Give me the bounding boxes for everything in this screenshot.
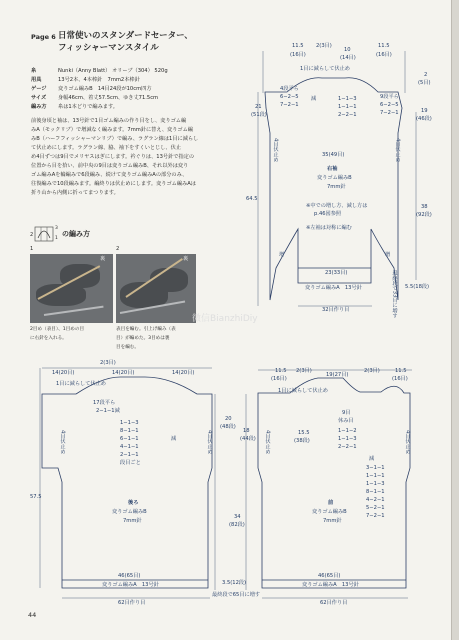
dec-list: 6−1−1 <box>120 436 139 442</box>
cast-on-label: 62目作り目 <box>320 600 348 606</box>
dim-label: 19 <box>421 108 428 114</box>
instruction-line: 往復編みで10段編みます。編終りは伏止めにします。変りゴム編みAは <box>31 181 196 187</box>
piece-pattern: 変りゴム編みB <box>317 175 352 181</box>
step-number: 1 <box>30 246 34 252</box>
dim-label: 57.5 <box>30 494 42 500</box>
dim-label: (14目) <box>340 55 356 61</box>
dim-label: (16目) <box>376 52 392 58</box>
final-note: 最終段で65目に増す <box>212 592 261 598</box>
dim-label: 34 <box>234 514 241 520</box>
dim-label: 14(20目) <box>172 370 195 376</box>
dim-label: 38 <box>421 204 428 210</box>
dec-list: 8−1−1 <box>120 428 139 434</box>
instruction-line: て伏止めにします。ラグラン線、脇、袖下をすくいとじし、伏止 <box>31 145 182 151</box>
dec-list: 4−2−1 <box>366 497 385 503</box>
material-value: 身幅46cm、着丈57.5cm、ゆき丈71.5cm <box>58 95 159 101</box>
dec-note: 6−2−5 <box>380 102 399 108</box>
top-note: 1目に減らして伏止め <box>56 381 106 387</box>
watermark: 微信BianzhiDiy <box>192 314 258 324</box>
dim-label: 3.5(12段) <box>222 580 247 586</box>
dim-label: 11.5 <box>378 43 390 49</box>
knit-method-title: の編み方 <box>62 230 90 238</box>
step2-caption: 表目を編む。引上げ編み（表 <box>116 327 176 332</box>
dim-label: (16目) <box>290 52 306 58</box>
dim-label: 21 <box>255 104 262 110</box>
material-value: Nunki（Anny Blatt） オリーブ（304） 520g <box>58 68 168 74</box>
width-label: 35(49目) <box>322 152 345 158</box>
dec-word: 減 <box>369 456 375 462</box>
dim-label: (5目) <box>418 80 431 86</box>
width-label: 46(65目) <box>318 573 341 579</box>
step2-caption: 目）が編めた。3目めは裏 <box>116 336 170 341</box>
piece-title: 後ろ <box>128 500 139 506</box>
instruction-line: 折り山から内側に折ってまつります。 <box>31 190 119 196</box>
dec-center: 1−1−3 <box>338 96 357 102</box>
material-label: 編み方 <box>31 104 47 110</box>
piece-needle: 7mm針 <box>123 518 142 524</box>
band-label: 変りゴム編みA 13号針 <box>102 582 159 588</box>
dec-list: 1−1−3 <box>120 420 139 426</box>
neck-note: 9目 <box>342 410 351 416</box>
dim-label: (38段) <box>294 438 310 444</box>
band-label: 変りゴム編みA 13号針 <box>302 582 359 588</box>
dim-label: 20 <box>225 416 232 422</box>
dec-list: 2−1−1 <box>120 452 139 458</box>
step1-caption: に右針を入れる。 <box>30 336 67 341</box>
step1-caption: 2目め（表目）、1目めの目 <box>30 327 85 332</box>
front-outline <box>258 378 410 588</box>
piece-pattern: 変りゴム編みB <box>112 509 147 515</box>
dec-center: 2−2−1 <box>338 112 357 118</box>
dec-note: 減 <box>311 96 317 102</box>
side-note: 4目伏止め <box>59 430 66 455</box>
instruction-line: みA（モックリブ）で増減なく編みます。7mm針に替え、変りゴム編 <box>31 127 193 133</box>
stitch-symbol-label: 2 <box>30 232 34 238</box>
dim-label: 2(3目) <box>364 368 380 374</box>
step-number: 2 <box>116 246 120 252</box>
material-label: 用具 <box>31 77 42 83</box>
dec-note: 7−2−1 <box>380 110 399 116</box>
cast-on-label: 32目作り目 <box>322 307 350 313</box>
dim-label: 10 <box>344 47 351 53</box>
dec-list: 1−1−3 <box>366 481 385 487</box>
side-note: 4目伏止め <box>404 430 411 455</box>
side-note: 4目伏止め <box>264 430 271 455</box>
material-label: サイズ <box>31 95 47 101</box>
title-line-2: フィッシャーマンスタイル <box>58 43 159 53</box>
page-label: Page 6 <box>31 33 56 41</box>
dim-label: (16目) <box>392 376 408 382</box>
side-note: 4目伏止め <box>272 138 279 163</box>
back-outline <box>42 377 212 588</box>
inc-mark: 増 <box>385 252 391 258</box>
instruction-line: 位置から目を拾い、前中央の9目は変りゴム編みB、それ以外は変り <box>31 163 189 169</box>
piece-pattern: 変りゴム編みB <box>312 509 347 515</box>
instruction-line: め4目ずつは9目でメリヤスはぎにします。衿ぐりは、13号針で指定の <box>31 154 195 160</box>
material-value: 変りゴム編みB 14目24段が10cm四方 <box>58 86 152 92</box>
top-note: 1目に減らして伏止め <box>278 388 328 394</box>
dec-note: 6−2−5 <box>280 94 299 100</box>
material-value: 糸は1本どりで編みます。 <box>58 104 118 110</box>
dim-label: (48段) <box>220 424 236 430</box>
dim-label: 11.5 <box>395 368 407 374</box>
width-label: 23(33目) <box>325 270 348 276</box>
stitch-symbol-label: 3 <box>55 226 58 231</box>
step2-side-label: 裏 <box>183 256 189 262</box>
instruction-line: 前後身頃と袖は、13号針で1目ゴム編みの作り目をし、変りゴム編 <box>31 118 187 124</box>
dec-note: 4段平ら <box>280 86 299 92</box>
piece-needle: 7mm針 <box>323 518 342 524</box>
dim-label: 5.5(18段) <box>405 284 430 290</box>
material-value: 13号2本、4本棒針 7mm2本棒針 <box>58 77 140 83</box>
dim-label: (82段) <box>229 522 245 528</box>
step2-caption: 目を編む。 <box>116 345 139 350</box>
dim-label: 11.5 <box>292 43 304 49</box>
dec-list: 3−1−1 <box>366 465 385 471</box>
material-label: ゲージ <box>31 86 47 92</box>
dec-word: 減 <box>171 436 177 442</box>
inc-mark: 増 <box>279 252 285 258</box>
cast-on-label: 62目作り目 <box>118 600 146 606</box>
sleeve-note: ※左袖は対称に編む <box>306 225 352 231</box>
dim-label: 11.5 <box>275 368 287 374</box>
dec-note: 2−1−1減 <box>96 408 120 414</box>
dec-center: 1−1−1 <box>338 104 357 110</box>
dim-label: 15.5 <box>298 430 310 436</box>
material-label: 糸 <box>31 68 37 74</box>
dim-label: 14(20目) <box>112 370 135 376</box>
instruction-line: ゴム編みAを輪編みで6段編み、続けて変りゴム編みAの部分のみ、 <box>31 172 188 178</box>
dim-label: 14(20目) <box>52 370 75 376</box>
dim-label: 18 <box>243 428 250 434</box>
dec-list: 7−2−1 <box>366 513 385 519</box>
piece-needle: 7mm針 <box>327 184 346 190</box>
dec-center: 1−1−3 <box>338 436 357 442</box>
dec-list: 5−2−1 <box>366 505 385 511</box>
side-note: 4目伏止め <box>206 430 213 455</box>
sleeve-note: ※中での増し方、減し方は <box>306 203 368 209</box>
dim-label: (51段) <box>251 112 267 118</box>
dim-label: (92段) <box>416 212 432 218</box>
page-number: 44 <box>28 611 37 619</box>
dim-label: (46段) <box>416 116 432 122</box>
neck-note: 休み目 <box>338 418 354 424</box>
sleeve-note: p.46図参照 <box>314 211 342 217</box>
side-note: 4目伏止め <box>394 138 401 163</box>
dec-note: 9段平ら <box>380 94 399 100</box>
piece-title: 前 <box>328 500 334 506</box>
dim-label: (44段) <box>240 436 256 442</box>
instruction-line: みB（ハーフフィッシャーマンリブ）で編み、ラグラン線は1目に減らし <box>31 136 199 142</box>
dec-list: 段目ごと <box>120 460 141 466</box>
stitch-symbol-label: 1 <box>55 236 58 241</box>
dim-label: 19(27目) <box>326 372 349 378</box>
dec-list: 8−1−1 <box>366 489 385 495</box>
top-note: 1目に減らして伏止め <box>300 66 350 72</box>
dec-list: 4−1−1 <box>120 444 139 450</box>
dec-center: 1−1−2 <box>338 428 357 434</box>
dec-list: 1−1−1 <box>366 473 385 479</box>
band-label: 変りゴム編みA 13号針 <box>305 285 362 291</box>
inc-note: 最終段で33目に増す <box>391 270 398 319</box>
piece-title: 右袖 <box>327 166 338 172</box>
title-line-1: 日常使いのスタンダードセーター、 <box>58 31 193 41</box>
step1-side-label: 裏 <box>100 256 106 262</box>
dim-label: 2 <box>424 72 428 78</box>
dim-label: 2(3目) <box>316 43 332 49</box>
dim-label: (16目) <box>271 376 287 382</box>
dec-note: 7−2−1 <box>280 102 299 108</box>
dim-label: 2(3目) <box>100 360 116 366</box>
dec-note: 17段平ら <box>93 400 116 406</box>
width-label: 46(65目) <box>118 573 141 579</box>
dec-center: 2−2−1 <box>338 444 357 450</box>
dim-label: 2(3目) <box>296 368 312 374</box>
dim-label: 64.5 <box>246 196 258 202</box>
